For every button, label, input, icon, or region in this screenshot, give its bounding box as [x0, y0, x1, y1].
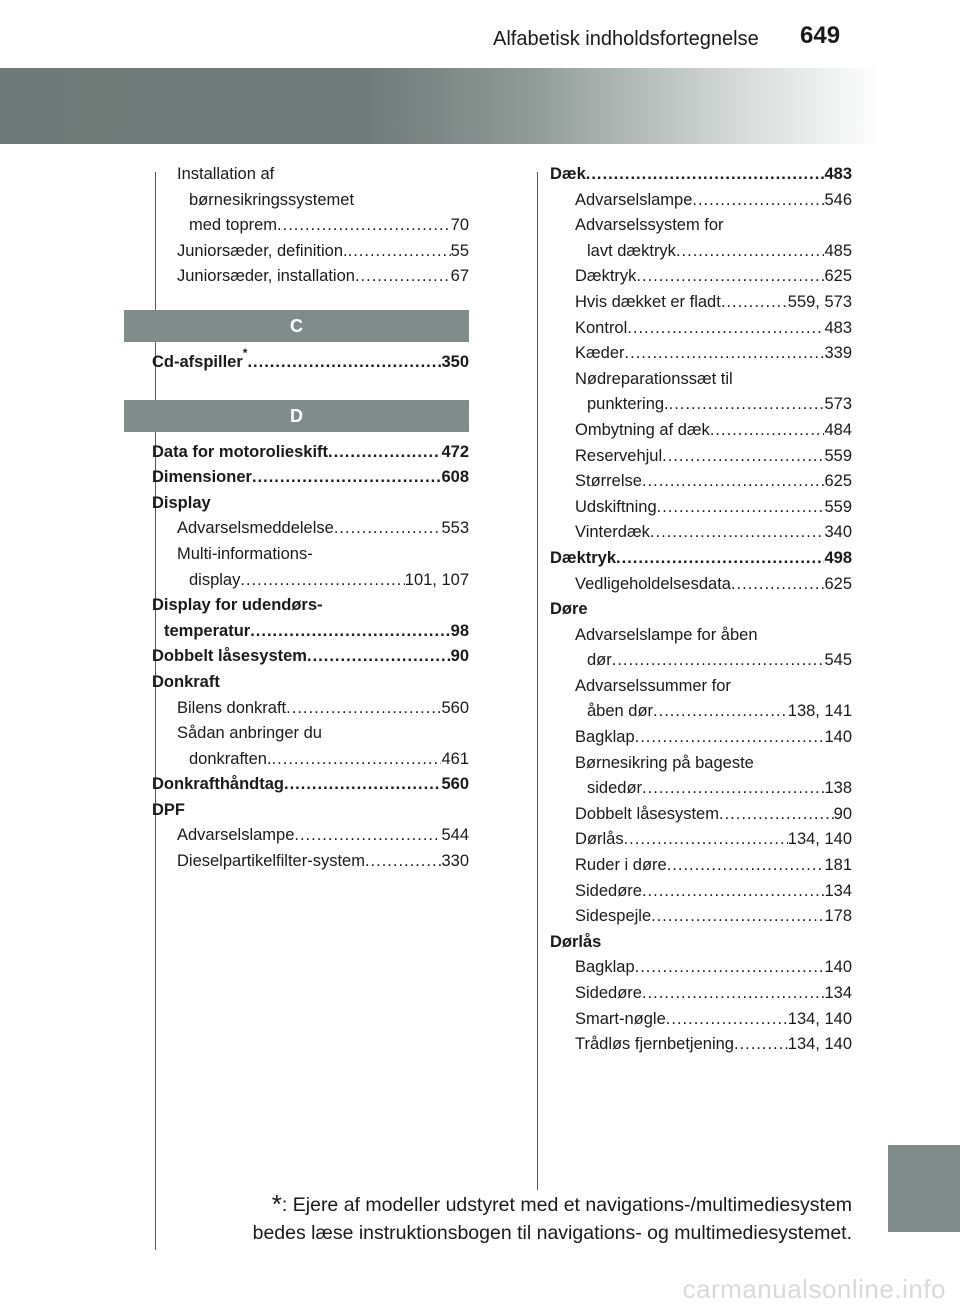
footnote [253, 1190, 852, 1247]
index-entry-label: Display [152, 493, 211, 512]
leader-dots [669, 392, 825, 418]
index-entry-label: Hvis dækket er fladt [575, 292, 721, 311]
index-entry-label: Dimensioner [152, 468, 252, 487]
index-entry[interactable] [152, 772, 469, 798]
index-entry-label: Juniorsæder, definition. [177, 241, 348, 260]
index-entry-label: Advarselsmeddelelse [177, 519, 334, 538]
right-column-entries [550, 162, 852, 1058]
leader-dots [651, 904, 824, 930]
index-entry-page: 98 [450, 621, 469, 640]
index-entry[interactable] [550, 1032, 852, 1058]
index-entry [152, 593, 469, 619]
index-entry[interactable] [550, 904, 852, 930]
leader-dots [692, 188, 824, 214]
index-entry-label: Installation af [177, 165, 275, 183]
leader-dots [625, 341, 825, 367]
index-entry-page: 472 [441, 442, 469, 461]
index-entry [152, 188, 469, 214]
index-entry-page: 608 [441, 468, 469, 487]
index-entry[interactable] [152, 747, 469, 773]
index-entry[interactable] [550, 264, 852, 290]
footnote-asterisk: * [271, 1189, 282, 1219]
chapter-side-tab [888, 1145, 960, 1232]
leader-dots [307, 644, 451, 670]
index-entry-page: 546 [824, 190, 852, 209]
index-entry-label: Bagklap [575, 958, 635, 977]
index-entry-label: sidedør [587, 779, 643, 798]
index-entry[interactable] [550, 188, 852, 214]
leader-dots [616, 546, 824, 572]
index-entry[interactable] [550, 546, 852, 572]
index-entry-page: 560 [441, 698, 469, 717]
index-entry-label: Bagklap [575, 728, 635, 747]
index-entry[interactable] [550, 955, 852, 981]
index-entry [550, 367, 852, 393]
leader-dots [334, 516, 442, 542]
index-entry-label: Donkrafthåndtag [152, 775, 284, 794]
index-entry [550, 930, 852, 956]
index-entry[interactable] [550, 699, 852, 725]
index-entry-page: 134 [824, 984, 852, 1002]
leader-dots [247, 350, 441, 376]
index-entry-page: 330 [441, 852, 469, 871]
page-number: 649 [800, 22, 841, 49]
index-entry-label: Ombytning af dæk [575, 420, 710, 439]
index-entry[interactable] [152, 465, 469, 491]
leader-dots [662, 444, 824, 470]
index-entry[interactable] [550, 290, 852, 316]
index-entry-cd-afspiller[interactable] [152, 345, 469, 376]
index-entry[interactable] [152, 568, 469, 594]
index-entry [152, 721, 469, 747]
index-entry-label: Data for motorolieskift [152, 442, 329, 461]
index-entry[interactable] [152, 823, 469, 849]
index-entry-label: Advarselslampe [575, 190, 693, 209]
index-entry-label: Kæder [575, 344, 625, 363]
index-entry-label: Smart-nøgle [575, 1009, 666, 1028]
index-entry-label: Døre [550, 600, 588, 619]
index-entry[interactable] [550, 776, 852, 802]
leader-dots [731, 572, 825, 598]
index-entry-label: display [189, 570, 241, 589]
footnote-line-2: bedes læse instruktionsbogen til navigations- og multimediesystemet. [252, 1222, 852, 1244]
index-entry-label: donkraften. [189, 749, 272, 768]
index-entry-label: Vinterdæk [575, 523, 650, 542]
index-entry [550, 751, 852, 777]
leader-dots [272, 747, 442, 773]
index-entry-page: 559 [824, 497, 852, 516]
index-entry-label: Kontrol [575, 318, 628, 337]
index-entry[interactable] [550, 648, 852, 674]
index-entry [152, 491, 469, 517]
index-entry-label: Sådan anbringer du [177, 724, 322, 743]
index-entry-label: Display for udendørs- [152, 596, 323, 615]
section-heading-c: C [124, 310, 469, 342]
leader-dots [355, 264, 451, 290]
leader-dots [612, 648, 825, 674]
index-entry-label: Sidespejle [575, 907, 652, 926]
index-entry-page: 545 [824, 651, 852, 670]
leader-dots [240, 568, 404, 594]
leader-dots [624, 827, 788, 853]
index-entry-label: Trådløs fjernbetjening [575, 1035, 734, 1054]
index-entry[interactable] [152, 619, 469, 645]
index-entry [550, 213, 852, 239]
index-entry [152, 670, 469, 696]
index-entry[interactable] [152, 696, 469, 722]
index-entry-page: 625 [824, 267, 852, 286]
index-entry[interactable] [550, 418, 852, 444]
header-banner [0, 68, 960, 144]
index-entry-page: 553 [441, 519, 469, 538]
section-d-entries [152, 440, 469, 875]
index-entry[interactable] [152, 440, 469, 466]
index-entry[interactable] [550, 853, 852, 879]
index-entry[interactable] [550, 572, 852, 598]
index-entry-label: med toprem [189, 216, 278, 235]
index-entry[interactable] [550, 520, 852, 546]
index-entry-page: 134, 140 [787, 830, 852, 849]
index-entry[interactable] [152, 644, 469, 670]
index-entry-label: Multi-informations- [177, 544, 313, 563]
index-entry-page: 134 [824, 881, 852, 900]
index-entry[interactable] [550, 827, 852, 853]
leader-dots [250, 619, 450, 645]
leader-dots [348, 239, 451, 265]
index-entry-page: 485 [824, 241, 852, 260]
index-entry-page: 625 [824, 574, 852, 593]
leader-dots [636, 264, 824, 290]
left-index-column [152, 162, 469, 875]
leader-dots [676, 239, 825, 265]
index-entry[interactable] [550, 341, 852, 367]
leader-dots [286, 696, 441, 722]
index-entry-label: Dæktryk [575, 267, 637, 286]
index-entry[interactable] [152, 213, 469, 239]
index-entry-page: 70 [450, 216, 469, 235]
leader-dots [586, 162, 825, 188]
index-entry-page: 339 [824, 344, 852, 363]
index-entry-page: 67 [450, 267, 469, 286]
index-entry-page: 134, 140 [787, 1035, 852, 1054]
index-entry[interactable] [152, 264, 469, 290]
index-entry-page: 134, 140 [787, 1009, 852, 1028]
leader-dots [642, 469, 825, 495]
index-entry-page: 483 [824, 318, 852, 337]
leader-dots [627, 316, 824, 342]
leader-dots [734, 1032, 788, 1058]
index-entry-page: 138, 141 [787, 702, 852, 721]
index-entry-label: temperatur [164, 621, 251, 640]
leader-dots [252, 465, 442, 491]
index-entry-label: børnesikringssystemet [189, 190, 355, 209]
leader-dots [710, 418, 825, 444]
index-entry [152, 798, 469, 824]
index-entry-page: 461 [441, 749, 469, 768]
index-entry-label: åben dør [587, 702, 654, 721]
index-entry-page: 140 [824, 728, 852, 747]
index-entry [152, 542, 469, 568]
leader-dots [642, 776, 824, 802]
intro-entries [152, 162, 469, 290]
index-entry-page: 350 [441, 352, 469, 371]
index-entry-label: Sidedøre [575, 984, 642, 1002]
leader-dots [365, 849, 442, 875]
index-entry-label: Dørlås [575, 830, 624, 849]
index-entry-label: Dieselpartikelfilter-system [177, 852, 365, 871]
index-entry-label: Reservehjul [575, 446, 663, 465]
index-entry-page: 559 [824, 446, 852, 465]
leader-dots [635, 725, 825, 751]
index-entry-page: 573 [824, 395, 852, 414]
index-entry-page: 138 [824, 779, 852, 798]
index-entry-label: Dørlås [550, 932, 602, 951]
leader-dots [635, 955, 825, 981]
index-entry[interactable] [550, 802, 852, 828]
center-column-rule [537, 172, 538, 1190]
leader-dots [642, 981, 825, 1007]
footnote-line-1: : Ejere af modeller udstyret med et navigations-/multimediesystem [281, 1194, 852, 1216]
index-entry[interactable] [550, 469, 852, 495]
index-entry-page: 625 [824, 472, 852, 491]
index-entry-page: 101, 107 [404, 570, 469, 589]
index-entry-label: Ruder i døre [575, 856, 667, 875]
index-entry-page: 559, 573 [787, 292, 852, 311]
index-entry-page: 181 [824, 856, 852, 875]
index-entry-label: Dobbelt låsesystem [575, 804, 719, 823]
leader-dots [719, 802, 834, 828]
index-entry [550, 597, 852, 623]
index-entry[interactable] [550, 444, 852, 470]
index-entry[interactable] [152, 516, 469, 542]
index-entry-page: 483 [824, 165, 852, 183]
index-entry-page: 498 [824, 548, 852, 567]
watermark: carmanualsonline.info [682, 1274, 946, 1304]
index-entry-label: Dæktryk [550, 548, 617, 567]
index-entry-label: dør [587, 651, 612, 670]
index-entry-label: Juniorsæder, installation [177, 267, 355, 286]
right-index-column [550, 162, 852, 1058]
section-heading-d: D [124, 400, 469, 432]
leader-dots [650, 520, 825, 546]
leader-dots [294, 823, 441, 849]
index-entry-label: Bilens donkraft [177, 698, 287, 717]
leader-dots [666, 1007, 788, 1033]
index-entry[interactable] [550, 879, 852, 905]
index-entry-label: Børnesikring på bageste [575, 753, 754, 772]
index-entry [152, 162, 469, 188]
leader-dots [277, 213, 451, 239]
index-entry[interactable] [550, 316, 852, 342]
index-entry[interactable] [550, 162, 852, 188]
index-entry-page: 55 [450, 241, 469, 260]
index-entry-page: 560 [441, 775, 469, 794]
index-entry-label: Vedligeholdelsesdata [575, 574, 731, 593]
index-entry[interactable] [550, 495, 852, 521]
index-entry[interactable] [152, 239, 469, 265]
index-entry-label: punktering. [587, 395, 669, 414]
leader-dots [284, 772, 441, 798]
index-entry[interactable] [550, 392, 852, 418]
index-entry[interactable] [550, 981, 852, 1007]
leader-dots [642, 879, 825, 905]
leader-dots [328, 440, 441, 466]
leader-dots [657, 495, 825, 521]
index-entry-label: Dobbelt låsesystem [152, 647, 307, 666]
index-entry-page: 178 [824, 907, 852, 926]
index-entry-label: Donkraft [152, 672, 220, 691]
index-entry-label: Advarselslampe [177, 826, 295, 845]
index-entry-page: 484 [824, 420, 852, 439]
index-entry[interactable] [550, 239, 852, 265]
leader-dots [667, 853, 825, 879]
index-entry-page: 140 [824, 958, 852, 977]
index-entry-page: 544 [441, 826, 469, 845]
index-entry[interactable] [152, 849, 469, 875]
index-entry-label: Nødreparationssæt til [575, 369, 733, 388]
leader-dots [653, 699, 788, 725]
index-entry [550, 674, 852, 700]
index-entry-label: Udskiftning [575, 497, 657, 516]
index-entry-page: 340 [824, 523, 852, 542]
index-entry [550, 623, 852, 649]
index-entry[interactable] [550, 1007, 852, 1033]
index-entry-label: lavt dæktryk [587, 241, 676, 260]
index-entry-label: Dæk [550, 165, 586, 183]
index-entry-label: Advarselslampe for åben [575, 625, 758, 644]
index-entry-label: Advarselssummer for [575, 676, 731, 695]
index-entry-page: 90 [833, 804, 852, 823]
footnote-marker: * [242, 345, 248, 360]
running-header-title: Alfabetisk indholdsfortegnelse [493, 28, 759, 50]
leader-dots [721, 290, 788, 316]
index-entry-page: 90 [450, 647, 469, 666]
index-entry-label: Sidedøre [575, 881, 642, 900]
index-entry-label: Cd-afspiller [152, 352, 243, 371]
index-entry[interactable] [550, 725, 852, 751]
index-entry-label: Størrelse [575, 472, 642, 491]
index-entry-label: Advarselssystem for [575, 216, 724, 235]
index-entry-label: DPF [152, 800, 185, 819]
